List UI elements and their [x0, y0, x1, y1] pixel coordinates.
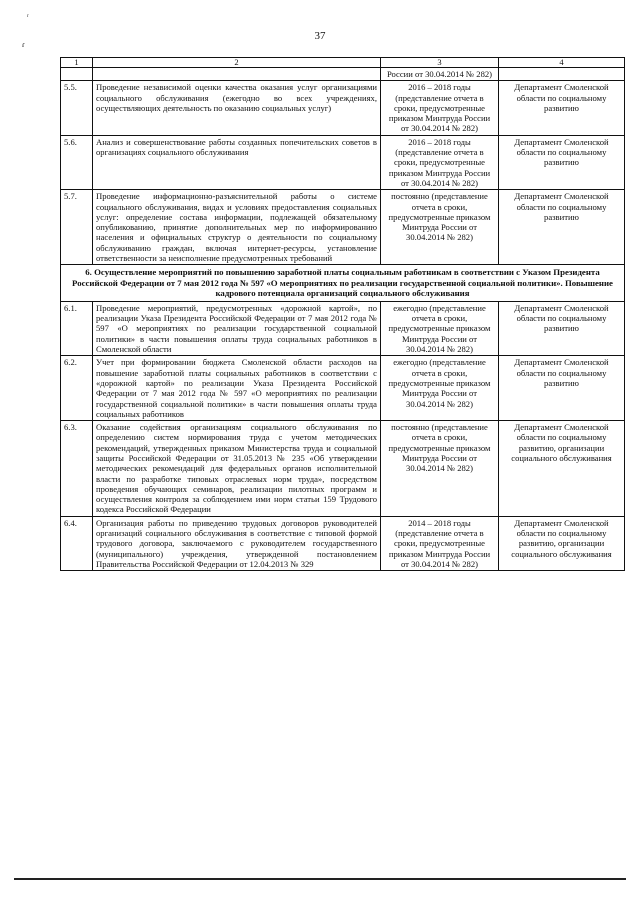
row-term: 2016 – 2018 годы (представление отчета в сроки, предусмотренные приказом Минтруда России от 30.04.2014 № 282) [381, 135, 499, 189]
row-number: 5.7. [61, 190, 93, 265]
row-executor: Департамент Смоленской области по социальному развитию [499, 135, 625, 189]
header-cell: 1 [61, 58, 93, 68]
row-number: 6.2. [61, 356, 93, 421]
row-term: ежегодно (представление отчета в сроки, предусмотренные приказом Минтруда России от 30.04.2014 № 282) [381, 301, 499, 355]
table-row [61, 356, 625, 421]
row-executor: Департамент Смоленской области по социальному развитию [499, 356, 625, 421]
row-text: Анализ и совершенствование работы созданных попечительских советов в организациях социального обслуживания [93, 135, 381, 189]
table-row [61, 81, 625, 135]
row-number: 6.3. [61, 421, 93, 517]
row-number: 6.1. [61, 301, 93, 355]
header-cell: 3 [381, 58, 499, 68]
section-heading: 6. Осуществление мероприятий по повышению заработной платы социальным работникам в соответствии с Указом Президента Российской Федерации от 7 мая 2012 года № 597 «О мероприятиях по реализации государственной социальной политики». Повышение кадрового потенциала организаций социального обслуживания [61, 265, 625, 302]
row-executor: Департамент Смоленской области по социальному развитию [499, 190, 625, 265]
table-row [61, 135, 625, 189]
row-number: 5.6. [61, 135, 93, 189]
table-row [61, 301, 625, 355]
row-text: Проведение мероприятий, предусмотренных «дорожной картой», по реализации Указа Президента Российской Федерации от 7 мая 2012 года № 597 «О мероприятиях по реализации государственной социальной политики» в части повышения оплаты труда социальных работников в Смоленской области [93, 301, 381, 355]
row-number [61, 68, 93, 81]
row-number: 6.4. [61, 516, 93, 570]
row-term: постоянно (представление отчета в сроки, предусмотренные приказом Минтруда России от 30.04.2014 № 282) [381, 421, 499, 517]
table-row [61, 516, 625, 570]
row-text: Учет при формировании бюджета Смоленской области расходов на повышение заработной платы социальных работников в соответствии с «дорожной картой» по реализации Указа Президента Российской Федерации от 7 мая 2012 года № 597 «О мероприятиях по реализации государственной социальной политики» в части повышения оплаты труда социальных работников [93, 356, 381, 421]
row-term: 2016 – 2018 годы (представление отчета в сроки, предусмотренные приказом Минтруда России от 30.04.2014 № 282) [381, 81, 499, 135]
corner-mark: ɾ [22, 40, 25, 49]
row-term: ежегодно (представление отчета в сроки, предусмотренные приказом Минтруда России от 30.04.2014 № 282) [381, 356, 499, 421]
header-cell: 2 [93, 58, 381, 68]
row-executor: Департамент Смоленской области по социальному развитию [499, 81, 625, 135]
row-text: Организация работы по приведению трудовых договоров руководителей организаций социального обслуживания в соответствие с типовой формой трудового договора, заключаемого с руководителем государственного (муниципального) учреждения, утвержденной постановлением Правительства Российской Федерации от 12.04.2013 № 329 [93, 516, 381, 570]
row-executor [499, 68, 625, 81]
table-header-row [61, 58, 625, 68]
row-text: Оказание содействия организациям социального обслуживания по определению систем нормирования труда с учетом методических рекомендаций, утвержденных приказом Министерства труда и социальной защиты Российской Федерации от 31.05.2013 № 235 «Об утверждении методических рекомендаций для федеральных органов исполнительной власти по разработке типовых отраслевых норм труда», посредством проведения обучающих семинаров, реализации пилотных программ и осуществления контроля за соблюдением ими норм статьи 159 Трудового кодекса Российской Федерации [93, 421, 381, 517]
corner-mark: ʳ [27, 12, 29, 21]
row-number: 5.5. [61, 81, 93, 135]
table-row [61, 421, 625, 517]
page-number: 37 [314, 30, 326, 42]
table-row-continuation [61, 68, 625, 81]
page-bottom-rule [14, 878, 626, 880]
row-executor: Департамент Смоленской области по социальному развитию [499, 301, 625, 355]
row-executor: Департамент Смоленской области по социальному развитию, организации социального обслуживания [499, 516, 625, 570]
row-term: постоянно (представление отчета в сроки, предусмотренные приказом Минтруда России от 30.04.2014 № 282) [381, 190, 499, 265]
row-executor: Департамент Смоленской области по социальному развитию, организации социального обслуживания [499, 421, 625, 517]
header-cell: 4 [499, 58, 625, 68]
row-text: Проведение информационно-разъяснительной работы о системе социального обслуживания, видах и условиях предоставления социальных услуг: определение состава информации, подлежащей обязательному опубликованию, принятие дополнительных мер по информированию населения и официальных структур о деятельности по социальному обслуживанию граждан, включая интернет-ресурсы, установление ответственности за неисполнение предусмотренных требований [93, 190, 381, 265]
row-text [93, 68, 381, 81]
row-term: России от 30.04.2014 № 282) [381, 68, 499, 81]
row-text: Проведение независимой оценки качества оказания услуг организациями социального обслуживания (ежегодно во всех учреждениях, осуществляющих деятельность по оказанию социальных услуг) [93, 81, 381, 135]
table-row [61, 190, 625, 265]
plan-table [60, 57, 625, 571]
row-term: 2014 – 2018 годы (представление отчета в сроки, предусмотренные приказом Минтруда России от 30.04.2014 № 282) [381, 516, 499, 570]
section-heading-row [61, 265, 625, 302]
